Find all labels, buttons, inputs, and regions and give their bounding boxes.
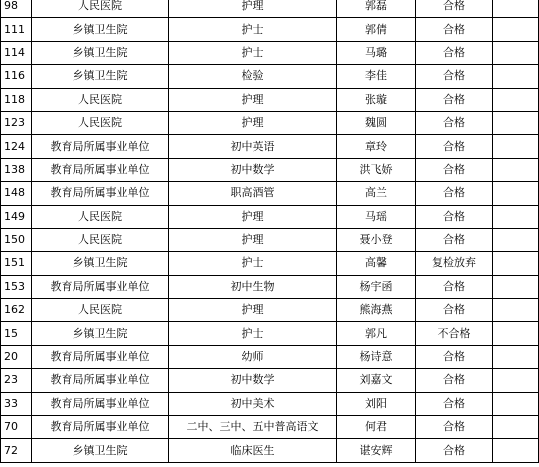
cell-unit: 人民医院 (32, 0, 169, 18)
cell-name: 马璐 (337, 41, 416, 64)
table-row (1, 439, 539, 462)
cell-id: 98 (1, 0, 32, 18)
cell-name: 马瑶 (337, 205, 416, 228)
cell-unit: 教育局所属事业单位 (32, 416, 169, 439)
cell-id: 149 (1, 205, 32, 228)
table-row (1, 345, 539, 368)
cell-empty (493, 18, 539, 41)
cell-result: 合格 (416, 18, 493, 41)
cell-name: 高馨 (337, 252, 416, 275)
table-row (1, 416, 539, 439)
cell-id: 123 (1, 111, 32, 134)
cell-result: 合格 (416, 182, 493, 205)
cell-unit: 乡镇卫生院 (32, 252, 169, 275)
cell-unit: 人民医院 (32, 111, 169, 134)
cell-empty (493, 182, 539, 205)
cell-result: 合格 (416, 299, 493, 322)
cell-post: 护理 (169, 111, 337, 134)
cell-name: 魏圆 (337, 111, 416, 134)
cell-name: 何君 (337, 416, 416, 439)
cell-unit: 教育局所属事业单位 (32, 182, 169, 205)
cell-id: 124 (1, 135, 32, 158)
cell-name: 谌安辉 (337, 439, 416, 462)
cell-empty (493, 228, 539, 251)
table-row (1, 0, 539, 18)
cell-result: 合格 (416, 41, 493, 64)
cell-result: 合格 (416, 416, 493, 439)
cell-name: 刘嘉文 (337, 369, 416, 392)
cell-unit: 乡镇卫生院 (32, 439, 169, 462)
cell-id: 150 (1, 228, 32, 251)
cell-post: 护士 (169, 252, 337, 275)
cell-post: 护士 (169, 322, 337, 345)
cell-unit: 乡镇卫生院 (32, 18, 169, 41)
cell-id: 33 (1, 392, 32, 415)
cell-post: 初中英语 (169, 135, 337, 158)
cell-result: 复检放弃 (416, 252, 493, 275)
cell-result: 合格 (416, 0, 493, 18)
cell-empty (493, 158, 539, 181)
table-row (1, 111, 539, 134)
table-row (1, 65, 539, 88)
table-row (1, 18, 539, 41)
cell-unit: 教育局所属事业单位 (32, 345, 169, 368)
cell-unit: 人民医院 (32, 299, 169, 322)
cell-post: 护士 (169, 41, 337, 64)
cell-unit: 教育局所属事业单位 (32, 158, 169, 181)
cell-name: 郭倩 (337, 18, 416, 41)
cell-name: 刘阳 (337, 392, 416, 415)
cell-empty (493, 369, 539, 392)
cell-name: 郭磊 (337, 0, 416, 18)
cell-name: 熊海燕 (337, 299, 416, 322)
cell-result: 合格 (416, 275, 493, 298)
cell-post: 护士 (169, 18, 337, 41)
cell-id: 70 (1, 416, 32, 439)
table-row (1, 275, 539, 298)
cell-unit: 教育局所属事业单位 (32, 135, 169, 158)
cell-empty (493, 439, 539, 462)
cell-empty (493, 205, 539, 228)
table-row (1, 158, 539, 181)
cell-name: 聂小登 (337, 228, 416, 251)
cell-post: 职高酒管 (169, 182, 337, 205)
cell-post: 护理 (169, 88, 337, 111)
cell-unit: 人民医院 (32, 228, 169, 251)
cell-id: 20 (1, 345, 32, 368)
cell-post: 检验 (169, 65, 337, 88)
cell-unit: 乡镇卫生院 (32, 41, 169, 64)
cell-id: 111 (1, 18, 32, 41)
cell-empty (493, 135, 539, 158)
cell-empty (493, 345, 539, 368)
results-table-body (1, 0, 539, 462)
cell-post: 初中数学 (169, 369, 337, 392)
cell-id: 162 (1, 299, 32, 322)
cell-result: 合格 (416, 392, 493, 415)
cell-empty (493, 322, 539, 345)
cell-id: 116 (1, 65, 32, 88)
cell-result: 不合格 (416, 322, 493, 345)
cell-name: 张璇 (337, 88, 416, 111)
table-row (1, 182, 539, 205)
cell-id: 151 (1, 252, 32, 275)
cell-post: 初中生物 (169, 275, 337, 298)
cell-post: 初中数学 (169, 158, 337, 181)
cell-post: 护理 (169, 0, 337, 18)
cell-unit: 乡镇卫生院 (32, 65, 169, 88)
cell-empty (493, 416, 539, 439)
cell-empty (493, 252, 539, 275)
cell-post: 护理 (169, 205, 337, 228)
table-row (1, 252, 539, 275)
cell-name: 杨宇函 (337, 275, 416, 298)
cell-id: 15 (1, 322, 32, 345)
cell-unit: 教育局所属事业单位 (32, 392, 169, 415)
table-row (1, 205, 539, 228)
cell-post: 临床医生 (169, 439, 337, 462)
cell-id: 118 (1, 88, 32, 111)
cell-post: 二中、三中、五中普高语文 (169, 416, 337, 439)
table-row (1, 228, 539, 251)
cell-unit: 教育局所属事业单位 (32, 369, 169, 392)
cell-result: 合格 (416, 65, 493, 88)
cell-result: 合格 (416, 228, 493, 251)
cell-id: 114 (1, 41, 32, 64)
cell-name: 李佳 (337, 65, 416, 88)
cell-name: 章玲 (337, 135, 416, 158)
cell-empty (493, 299, 539, 322)
cell-result: 合格 (416, 88, 493, 111)
table-row (1, 135, 539, 158)
cell-result: 合格 (416, 135, 493, 158)
table-row (1, 299, 539, 322)
cell-id: 148 (1, 182, 32, 205)
cell-name: 高兰 (337, 182, 416, 205)
cell-result: 合格 (416, 345, 493, 368)
cell-post: 护理 (169, 228, 337, 251)
cell-name: 洪飞娇 (337, 158, 416, 181)
cell-unit: 乡镇卫生院 (32, 322, 169, 345)
table-row (1, 88, 539, 111)
cell-post: 幼师 (169, 345, 337, 368)
table-row (1, 369, 539, 392)
cell-empty (493, 0, 539, 18)
table-row (1, 41, 539, 64)
cell-empty (493, 88, 539, 111)
cell-empty (493, 275, 539, 298)
cell-empty (493, 111, 539, 134)
cell-result: 合格 (416, 205, 493, 228)
cell-id: 153 (1, 275, 32, 298)
table-row (1, 392, 539, 415)
cell-unit: 人民医院 (32, 205, 169, 228)
cell-empty (493, 392, 539, 415)
cell-id: 23 (1, 369, 32, 392)
cell-unit: 人民医院 (32, 88, 169, 111)
cell-empty (493, 65, 539, 88)
cell-result: 合格 (416, 158, 493, 181)
cell-name: 郭凡 (337, 322, 416, 345)
cell-name: 杨诗意 (337, 345, 416, 368)
cell-result: 合格 (416, 369, 493, 392)
cell-post: 初中美术 (169, 392, 337, 415)
table-row (1, 322, 539, 345)
cell-empty (493, 41, 539, 64)
cell-post: 护理 (169, 299, 337, 322)
cell-id: 138 (1, 158, 32, 181)
cell-result: 合格 (416, 439, 493, 462)
cell-result: 合格 (416, 111, 493, 134)
cell-unit: 教育局所属事业单位 (32, 275, 169, 298)
cell-id: 72 (1, 439, 32, 462)
